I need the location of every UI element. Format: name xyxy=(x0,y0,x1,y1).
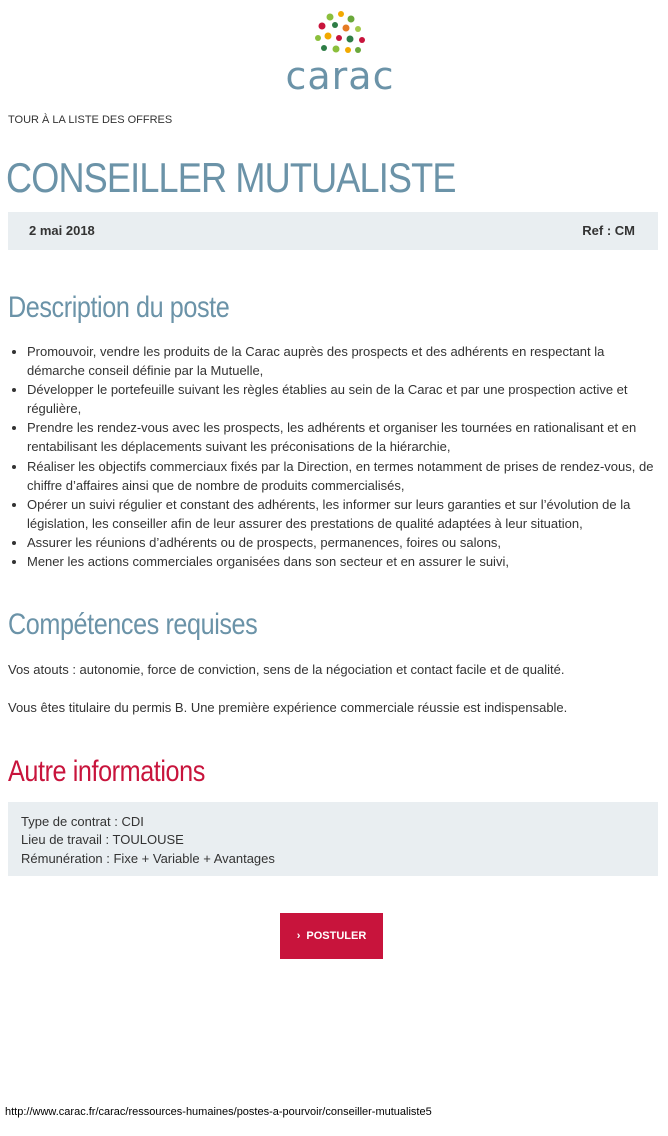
chevron-right-icon: › xyxy=(296,930,301,942)
tree-leaves-icon xyxy=(278,8,402,58)
list-item: Mener les actions commerciales organisées dans son secteur et en assurer le suivi, xyxy=(8,552,663,571)
list-item: Assurer les réunions d’adhérents ou de prospects, permanences, foires ou salons, xyxy=(8,533,663,552)
list-item: Opérer un suivi régulier et constant des adhérents, les informer sur leurs garanties et sur l’évolution de la législation, les conseiller afin de leur assurer des prestations de qualité adaptées à leur situation, xyxy=(8,495,663,533)
contract-type: Type de contrat : CDI xyxy=(21,814,144,829)
job-reference: Ref : CM xyxy=(582,223,635,238)
skills-paragraph: Vous êtes titulaire du permis B. Une première expérience commerciale réussie est indispensable. xyxy=(8,700,568,715)
other-info-box xyxy=(8,802,658,876)
list-item: Prendre les rendez-vous avec les prospects, les adhérents et organiser les tournées en rationalisant et en rentabilisant les déplacements suivant les préconisations de la hiérarchie, xyxy=(8,418,663,456)
work-location: Lieu de travail : TOULOUSE xyxy=(21,832,184,848)
back-to-list-link[interactable]: TOUR À LA LISTE DES OFFRES xyxy=(8,114,173,126)
apply-button[interactable] xyxy=(280,913,383,959)
job-meta-bar xyxy=(8,212,658,250)
publication-date: 2 mai 2018 xyxy=(29,223,95,238)
skills-paragraph: Vos atouts : autonomie, force de conviction, sens de la négociation et contact facile et de qualité. xyxy=(8,662,565,677)
skills-heading: Compétences requises xyxy=(8,608,258,641)
logo-wordmark: carac xyxy=(285,54,395,98)
page-title: CONSEILLER MUTUALISTE xyxy=(6,154,456,201)
other-info-heading: Autre informations xyxy=(8,755,205,788)
remuneration: Rémunération : Fixe + Variable + Avantages xyxy=(21,850,275,866)
list-item: Promouvoir, vendre les produits de la Carac auprès des prospects et des adhérents en respectant la démarche conseil définie par la Mutuelle, xyxy=(8,342,663,380)
page-url: http://www.carac.fr/carac/ressources-humaines/postes-a-pourvoir/conseiller-mutualiste5 xyxy=(5,1106,432,1118)
carac-logo[interactable] xyxy=(278,8,402,98)
description-heading: Description du poste xyxy=(8,291,230,324)
apply-button-label: POSTULER xyxy=(306,930,367,942)
list-item: Développer le portefeuille suivant les règles établies au sein de la Carac et par une prospection active et régulière, xyxy=(8,380,663,418)
description-list xyxy=(8,342,663,571)
list-item: Réaliser les objectifs commerciaux fixés par la Direction, en termes notamment de prises de rendez-vous, de chiffre d’affaires ainsi que de nombre de produits commercialisés, xyxy=(8,457,663,495)
